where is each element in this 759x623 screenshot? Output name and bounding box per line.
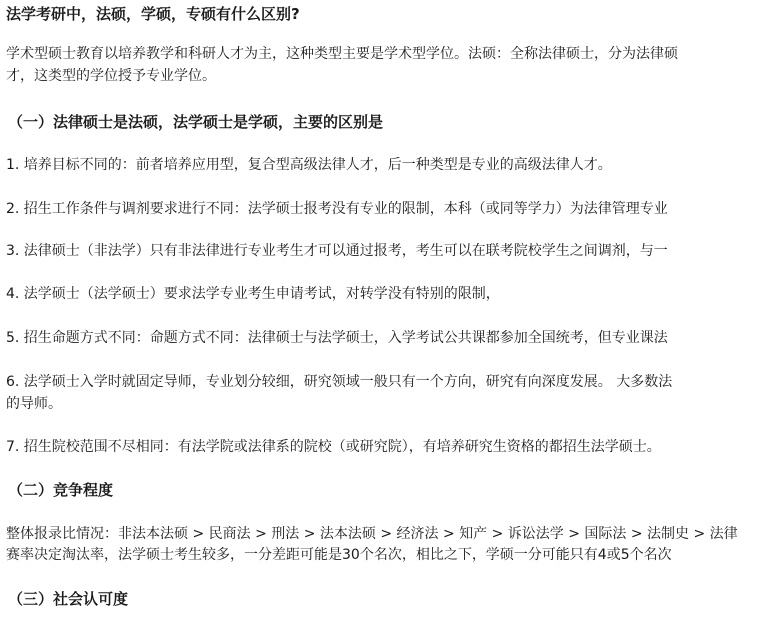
article-title: 法学考研中，法硕，学硕，专硕有什么区别? (6, 5, 300, 23)
point-6-line-1: 6. 法学硕士入学时就固定导师，专业划分较细，研究领域一般只有一个方向，研究有向深度发展。 大多数法 (6, 374, 673, 390)
point-1: 1. 培养目标不同的：前者培养应用型，复合型高级法律人才，后一种类型是专业的高级法律人才。 (6, 157, 612, 173)
section-heading-1: （一）法律硕士是法硕，法学硕士是学硕，主要的区别是 (8, 113, 384, 131)
point-5: 5. 招生命题方式不同：命题方式不同：法律硕士与法学硕士，入学考试公共课都参加全国统考，但专业课法 (6, 330, 668, 346)
intro-line-2: 才，这类型的学位授予专业学位。 (6, 68, 216, 84)
competition-line-1: 整体报录比情况：非法本法硕 > 民商法 > 刑法 > 法本法硕 > 经济法 > 知产 > 诉讼法学 > 国际法 > 法制史 > 法律 (6, 526, 738, 542)
point-2: 2. 招生工作条件与调剂要求进行不同：法学硕士报考没有专业的限制，本科（或同等学力）为法律管理专业 (6, 201, 668, 217)
section-heading-2: （二）竞争程度 (8, 481, 114, 499)
intro-line-1: 学术型硕士教育以培养教学和科研人才为主，这种类型主要是学术型学位。法硕：全称法律硕士，分为法律硕 (6, 46, 678, 62)
section-heading-3: （三）社会认可度 (8, 590, 129, 608)
point-6-line-2: 的导师。 (6, 396, 62, 412)
point-4: 4. 法学硕士（法学硕士）要求法学专业考生申请考试，对转学没有特别的限制， (6, 286, 500, 302)
point-3: 3. 法律硕士（非法学）只有非法律进行专业考生才可以通过报考，考生可以在联考院校学生之间调剂，与一 (6, 243, 668, 259)
competition-line-2: 赛率决定淘汰率，法学硕士考生较多，一分差距可能是30个名次，相比之下，学硕一分可能只有4或5个名次 (6, 547, 672, 563)
point-7: 7. 招生院校范围不尽相同：有法学院或法律系的院校（或研究院），有培养研究生资格的都招生法学硕士。 (6, 439, 661, 455)
